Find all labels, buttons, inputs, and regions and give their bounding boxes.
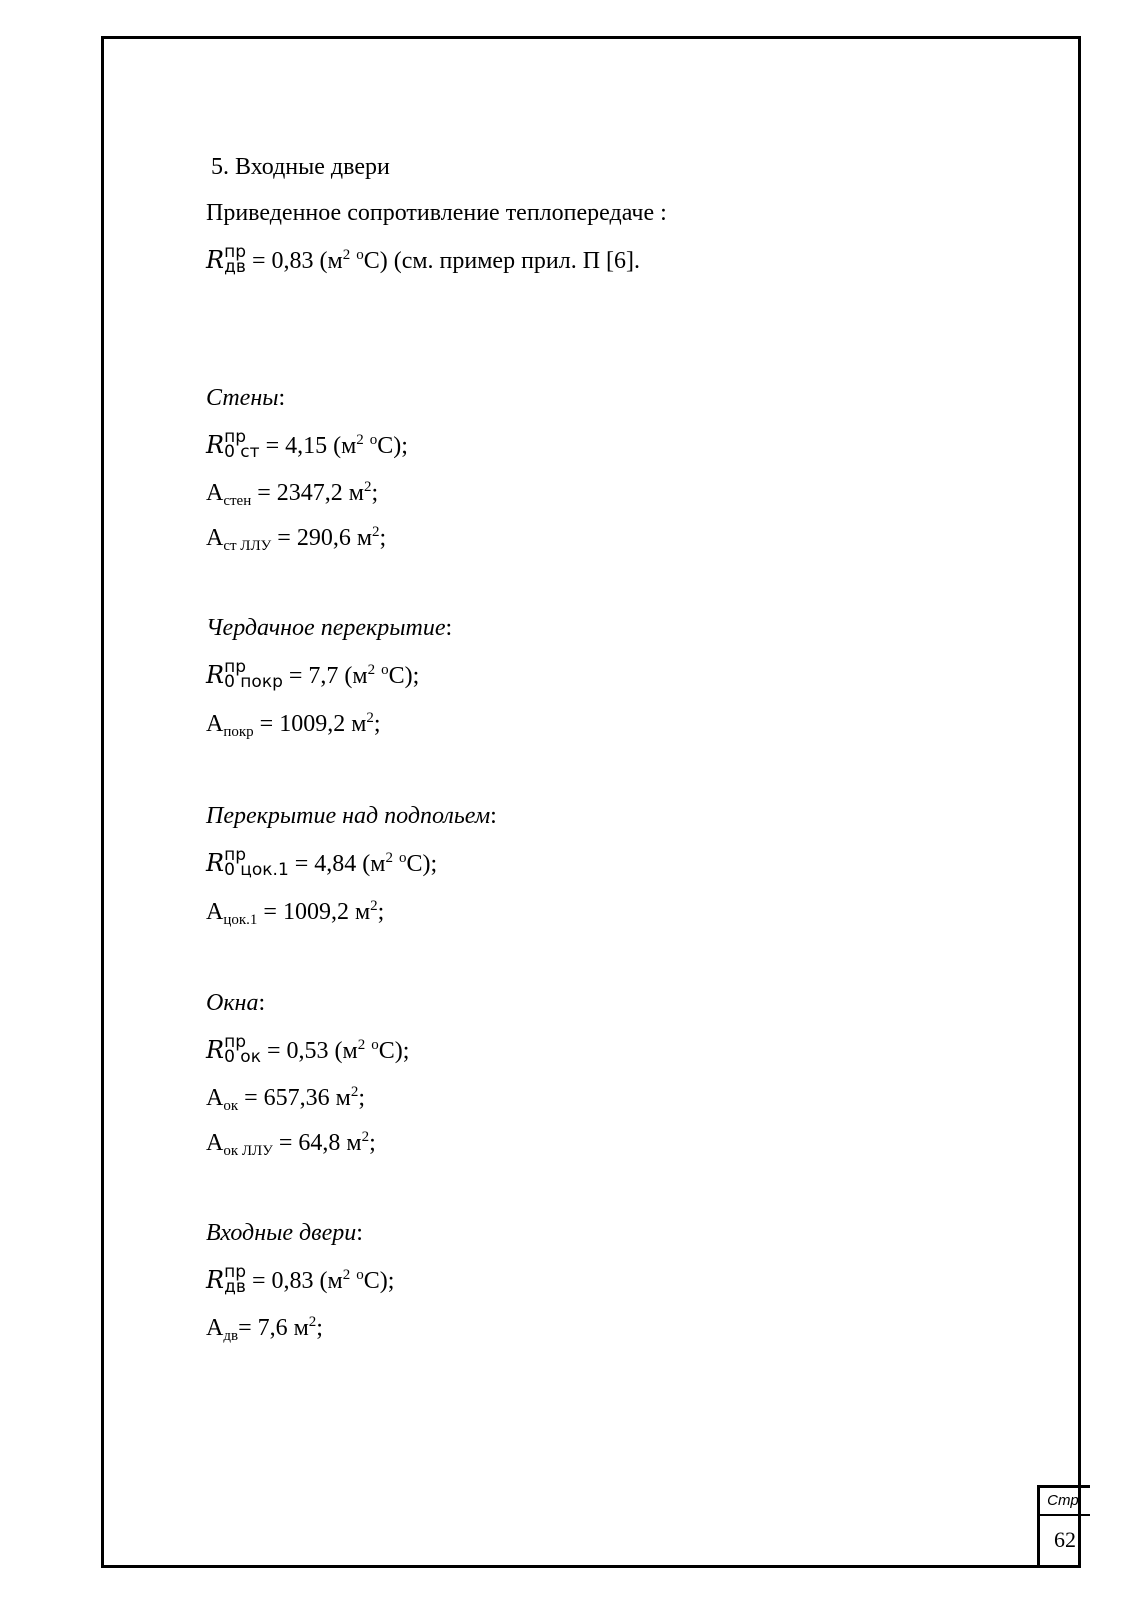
r-indices [224, 242, 246, 278]
area-sub: покр [223, 724, 254, 740]
semicolon: ; [371, 480, 379, 506]
unit-exp: 2 [370, 898, 378, 914]
colon: : [445, 615, 453, 641]
area-sub: стен [223, 493, 252, 509]
r-tail: С) (см. пример прил. П [6]. [363, 248, 641, 274]
colon: : [490, 803, 497, 829]
semicolon: ; [358, 1085, 366, 1111]
area-value: = 7,6 м [238, 1315, 309, 1341]
r-sup: пр [224, 845, 246, 866]
semicolon: ; [316, 1315, 323, 1341]
area-sub: дв [223, 1328, 239, 1344]
doors-resistance-line [206, 1262, 395, 1299]
windows-llu-area-line [206, 1128, 376, 1161]
page-number: 62 [1054, 1527, 1076, 1552]
walls-title: Стены [206, 385, 279, 411]
area-label: A [206, 1085, 224, 1111]
r-value: = 0,53 (м [266, 1038, 358, 1064]
area-value: = 657,36 м [244, 1085, 351, 1111]
area-value: = 1009,2 м [263, 899, 371, 925]
unit-close: С); [377, 433, 408, 459]
area-label: A [206, 711, 224, 737]
page-stamp [1037, 1485, 1090, 1567]
heading-text: 5. Входные двери [211, 154, 390, 180]
floor-resistance-line [206, 845, 438, 882]
r-value: = 0,83 (м [251, 248, 343, 274]
r-sub: дв [224, 1277, 246, 1298]
walls-resistance-line [206, 427, 408, 464]
unit-deg: о [356, 247, 364, 263]
r-value: = 7,7 (м [288, 663, 368, 689]
windows-area-line [206, 1083, 365, 1116]
area-label: A [206, 1315, 224, 1341]
unit-close: С); [363, 1268, 395, 1294]
door-resistance-line [206, 242, 641, 279]
r-indices [224, 427, 260, 463]
unit-exp: 2 [342, 1267, 351, 1283]
area-sub: ст ЛЛУ [223, 538, 272, 554]
area-value: = 1009,2 м [259, 711, 367, 737]
r-value: = 4,84 (м [294, 851, 386, 877]
doors-title: Входные двери [206, 1220, 357, 1246]
doors-title-line [206, 1218, 363, 1248]
semicolon: ; [369, 1130, 376, 1156]
intro-text: Приведенное сопротивление теплопередаче : [206, 200, 667, 226]
r-sub: 0 покр [224, 672, 283, 693]
attic-resistance-line [206, 657, 420, 694]
windows-resistance-line [206, 1032, 410, 1069]
unit-exp: 2 [356, 432, 364, 448]
unit-exp: 2 [363, 479, 372, 495]
unit-exp: 2 [342, 247, 351, 263]
unit-deg: о [371, 1037, 379, 1053]
unit-exp: 2 [308, 1314, 317, 1330]
r-sup: пр [224, 427, 246, 448]
area-label: A [206, 1130, 224, 1156]
r-sup: пр [224, 1032, 246, 1053]
colon: : [356, 1220, 363, 1246]
section-heading [211, 152, 390, 182]
unit-exp: 2 [372, 524, 380, 540]
intro-line [206, 198, 667, 228]
area-label: A [206, 899, 224, 925]
colon: : [278, 385, 286, 411]
semicolon: ; [379, 525, 387, 551]
r-symbol: R [206, 849, 225, 877]
r-symbol: R [206, 1266, 225, 1294]
attic-area-line [206, 709, 381, 742]
attic-title: Чердачное перекрытие [206, 615, 446, 641]
r-indices [224, 1262, 246, 1298]
unit-exp: 2 [366, 710, 374, 726]
unit-exp: 2 [367, 662, 376, 678]
unit-deg: о [381, 662, 389, 678]
unit-exp: 2 [357, 1037, 366, 1053]
unit-close: С); [388, 663, 420, 689]
r-symbol: R [206, 246, 225, 274]
r-symbol: R [206, 431, 225, 459]
r-symbol: R [206, 661, 225, 689]
r-symbol: R [206, 1036, 225, 1064]
r-sup: пр [224, 657, 246, 678]
r-indices [224, 1032, 261, 1068]
floor-title-line [206, 801, 497, 831]
r-sup: пр [224, 242, 246, 263]
unit-deg: о [398, 850, 407, 866]
semicolon: ; [377, 899, 385, 925]
semicolon: ; [373, 711, 381, 737]
windows-title-line [206, 988, 265, 1018]
floor-title: Перекрытие над подпольем [206, 803, 491, 829]
doors-area-line [206, 1313, 323, 1346]
stamp-label: Стр. [1040, 1488, 1090, 1516]
area-label: A [206, 480, 224, 506]
unit-close: С); [406, 851, 438, 877]
r-indices [224, 657, 283, 693]
r-value: = 4,15 (м [265, 433, 357, 459]
unit-deg: о [369, 432, 378, 448]
r-sub: 0 цок.1 [224, 860, 289, 881]
area-sub: ок ЛЛУ [223, 1143, 273, 1159]
area-label: A [206, 525, 224, 551]
area-value: = 2347,2 м [257, 480, 364, 506]
unit-deg: о [356, 1267, 364, 1283]
unit-close: С); [378, 1038, 410, 1064]
r-value: = 0,83 (м [251, 1268, 343, 1294]
r-indices [224, 845, 289, 881]
area-value: = 64,8 м [278, 1130, 362, 1156]
area-value: = 290,6 м [277, 525, 373, 551]
unit-exp: 2 [385, 850, 393, 866]
walls-area-line [206, 478, 378, 511]
r-sub: дв [224, 257, 246, 278]
unit-exp: 2 [361, 1129, 370, 1145]
walls-title-line [206, 383, 285, 413]
r-sub: 0 ст [224, 442, 260, 463]
floor-area-line [206, 897, 384, 930]
attic-title-line [206, 613, 452, 643]
walls-llu-area-line [206, 523, 386, 556]
colon: : [258, 990, 266, 1016]
r-sub: 0 ок [224, 1047, 261, 1068]
unit-exp: 2 [350, 1084, 359, 1100]
r-sup: пр [224, 1262, 246, 1283]
windows-title: Окна [206, 990, 259, 1016]
area-sub: цок.1 [223, 912, 258, 928]
area-sub: ок [223, 1098, 239, 1114]
